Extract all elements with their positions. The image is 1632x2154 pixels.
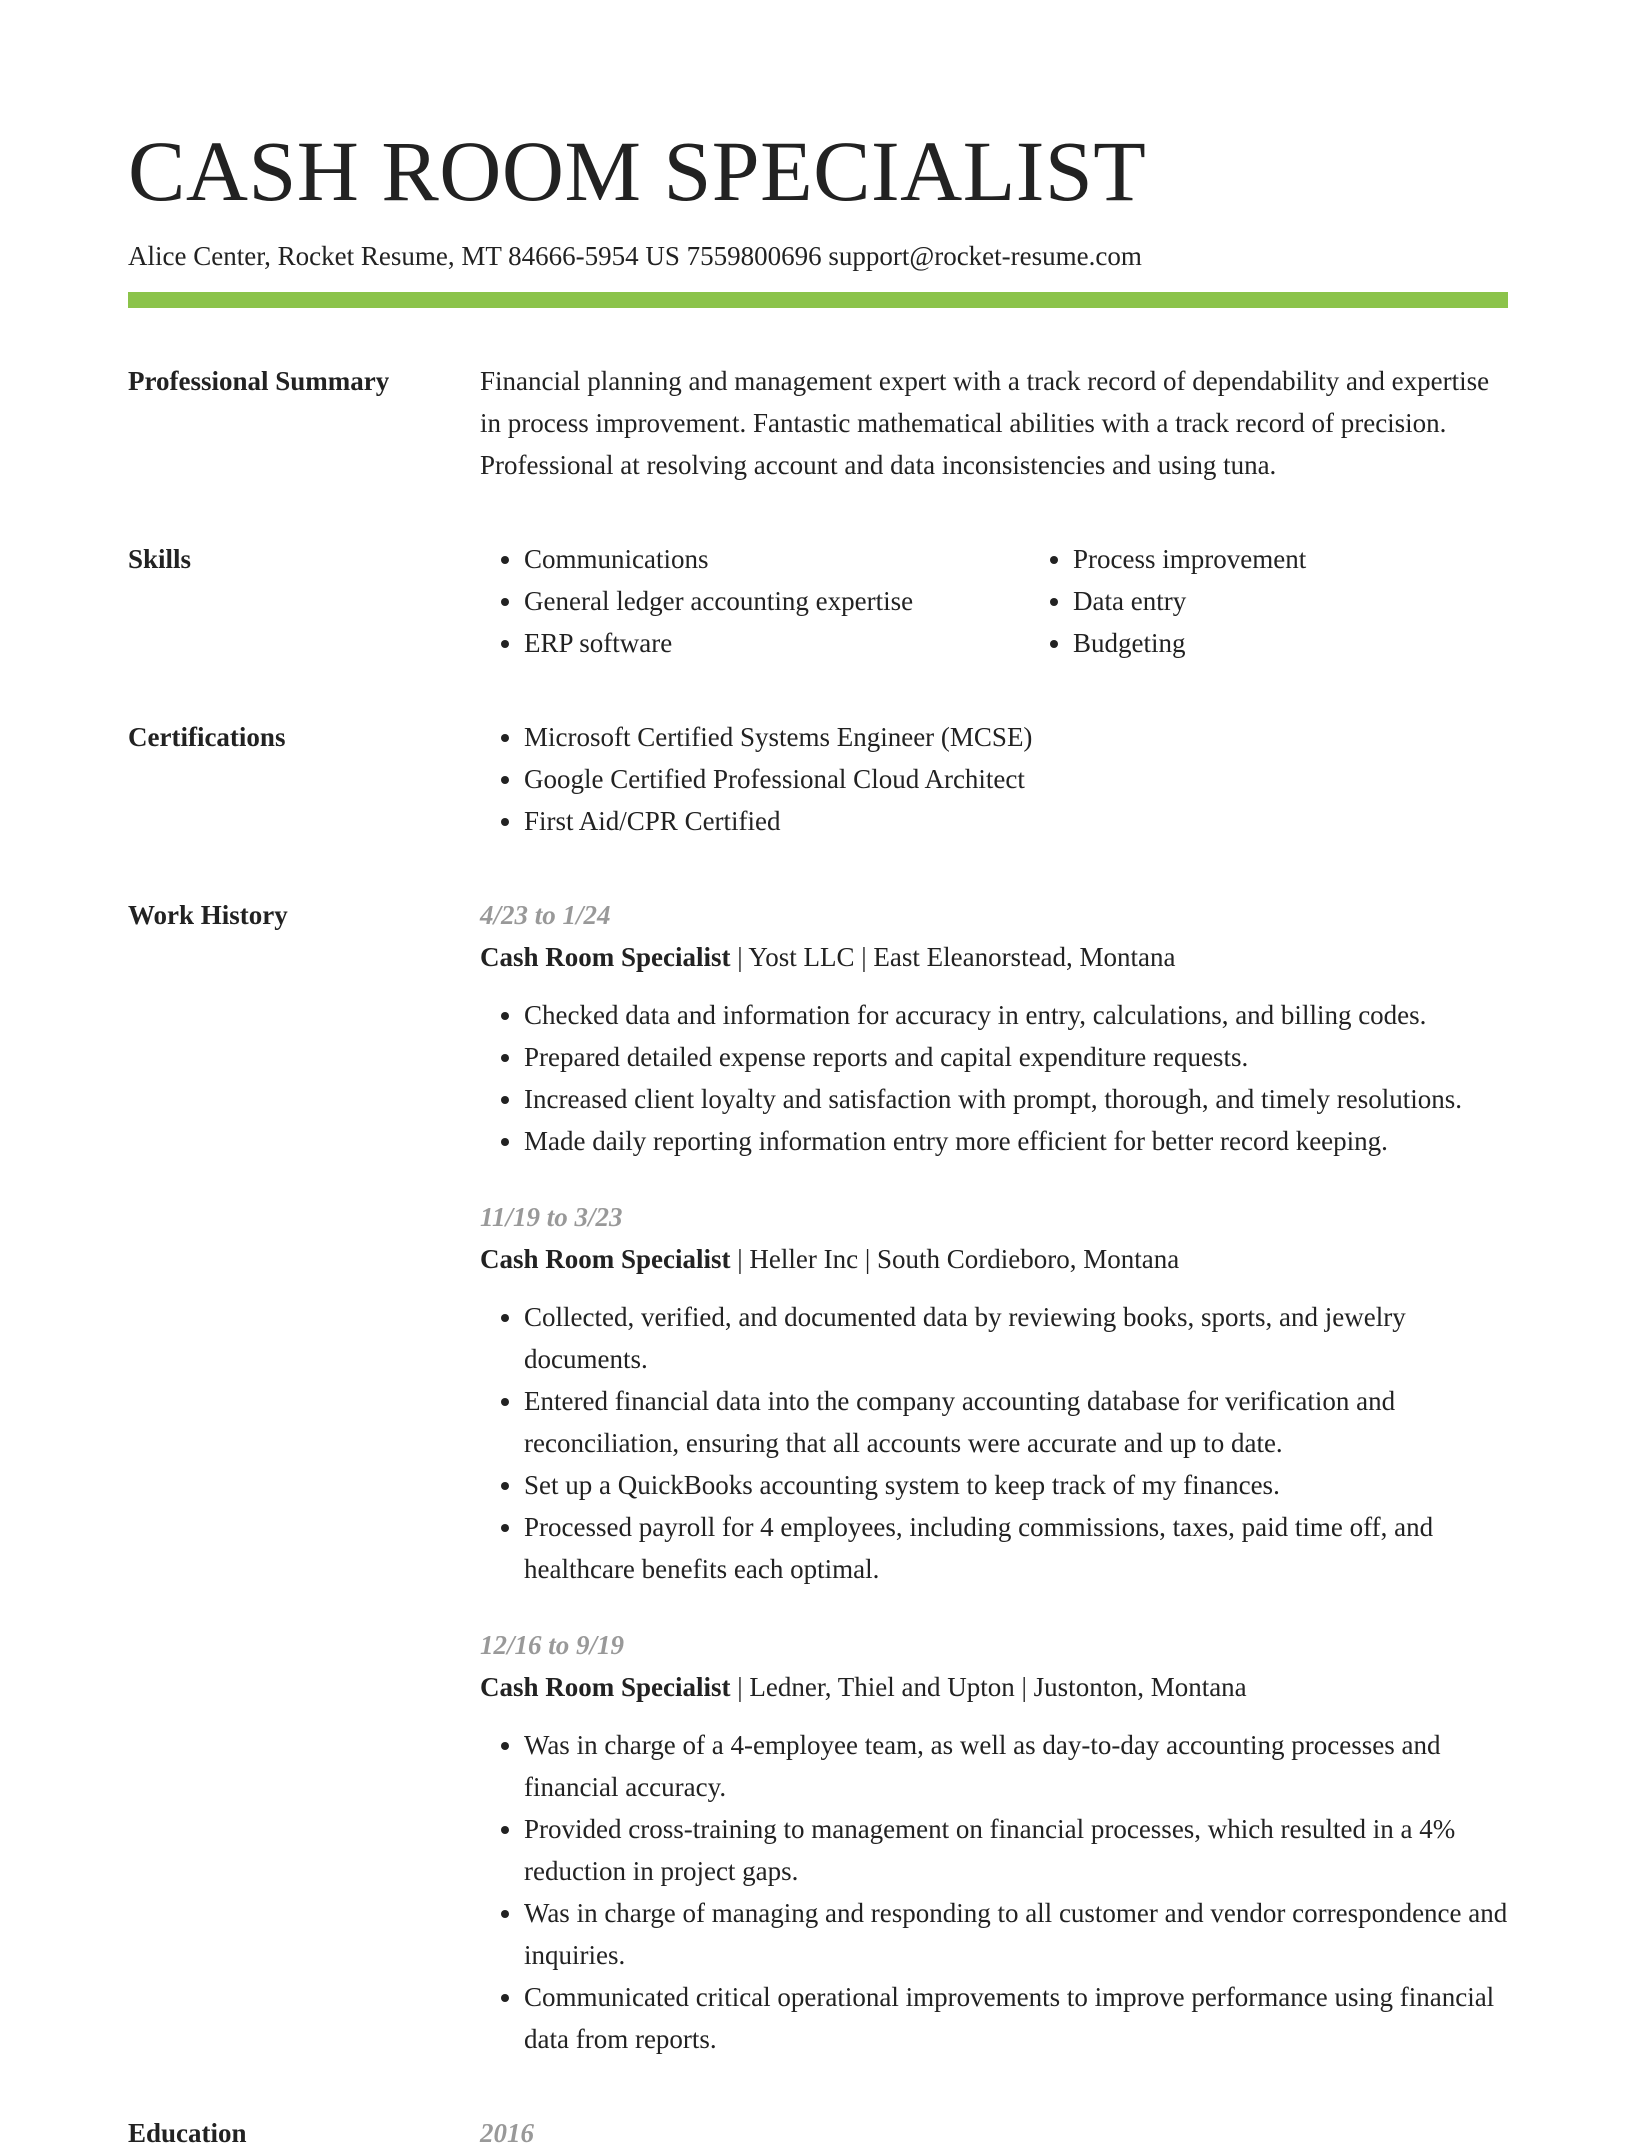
education-heading: Education bbox=[128, 2118, 247, 2149]
job-bullet: • Entered financial data into the company accounting database for verification and reconciliation, ensuring that all accounts were accurate and up to date. bbox=[524, 1380, 1508, 1464]
work-history-heading: Work History bbox=[128, 900, 288, 931]
summary-heading: Professional Summary bbox=[128, 366, 390, 397]
job-title: Cash Room Specialist bbox=[480, 1672, 731, 1703]
accent-divider bbox=[128, 292, 1508, 308]
skills-list-left bbox=[480, 538, 1029, 664]
contact-line: Alice Center, Rocket Resume, MT 84666-5954 US 7559800696 support@rocket-resume.com bbox=[128, 241, 1142, 271]
job-title: Cash Room Specialist bbox=[480, 1244, 731, 1275]
skills-grid bbox=[480, 538, 1508, 664]
job-entry bbox=[480, 1624, 1508, 2060]
certification-item: • Google Certified Professional Cloud Architect bbox=[524, 758, 1508, 800]
skill-item: • Communications bbox=[524, 538, 1029, 580]
skill-item: • Data entry bbox=[1073, 580, 1306, 622]
job-details: | Ledner, Thiel and Upton | Justonton, Montana bbox=[730, 1672, 1247, 1703]
job-entry bbox=[480, 1196, 1508, 1590]
skills-list-right bbox=[1029, 538, 1306, 664]
job-bullet: • Was in charge of a 4-employee team, as well as day-to-day accounting processes and financial accuracy. bbox=[524, 1724, 1508, 1808]
certifications-list bbox=[480, 716, 1508, 842]
job-bullets bbox=[480, 994, 1508, 1162]
job-bullet: • Set up a QuickBooks accounting system to keep track of my finances. bbox=[524, 1464, 1508, 1506]
summary-text: Financial planning and management expert with a track record of dependability and expertise in process improvement. Fantastic mathematical abilities with a track record of precision. Professional at resolving account and data inconsistencies and using tuna. bbox=[480, 366, 1490, 481]
certification-item: • Microsoft Certified Systems Engineer (MCSE) bbox=[524, 716, 1508, 758]
job-details: | Heller Inc | South Cordieboro, Montana bbox=[730, 1244, 1180, 1275]
certifications-section bbox=[128, 716, 1508, 842]
job-bullet: • Collected, verified, and documented data by reviewing books, sports, and jewelry documents. bbox=[524, 1296, 1508, 1380]
job-heading bbox=[480, 1238, 1508, 1280]
work-history-section bbox=[128, 894, 1508, 2060]
job-bullet: • Communicated critical operational improvements to improve performance using financial data from reports. bbox=[524, 1976, 1508, 2060]
job-dates: 11/19 to 3/23 bbox=[480, 1202, 623, 1233]
resume-title: CASH ROOM SPECIALIST bbox=[128, 123, 1147, 219]
job-bullet: • Processed payroll for 4 employees, including commissions, taxes, paid time off, and healthcare benefits each optimal. bbox=[524, 1506, 1508, 1590]
education-section bbox=[128, 2112, 1508, 2154]
job-bullet: • Made daily reporting information entry more efficient for better record keeping. bbox=[524, 1120, 1508, 1162]
job-dates: 4/23 to 1/24 bbox=[480, 900, 611, 931]
job-bullet: • Checked data and information for accuracy in entry, calculations, and billing codes. bbox=[524, 994, 1508, 1036]
skill-item: • General ledger accounting expertise bbox=[524, 580, 1029, 622]
job-bullet: • Increased client loyalty and satisfaction with prompt, thorough, and timely resolutions. bbox=[524, 1078, 1508, 1120]
job-bullet: • Prepared detailed expense reports and capital expenditure requests. bbox=[524, 1036, 1508, 1078]
summary-section bbox=[128, 360, 1508, 486]
job-title: Cash Room Specialist bbox=[480, 942, 731, 973]
job-bullet: • Provided cross-training to management on financial processes, which resulted in a 4% reduction in project gaps. bbox=[524, 1808, 1508, 1892]
job-heading bbox=[480, 1666, 1508, 1708]
job-details: | Yost LLC | East Eleanorstead, Montana bbox=[730, 942, 1176, 973]
skills-section bbox=[128, 538, 1508, 664]
certifications-heading: Certifications bbox=[128, 722, 286, 753]
job-bullet: • Was in charge of managing and responding to all customer and vendor correspondence and inquiries. bbox=[524, 1892, 1508, 1976]
certification-item: • First Aid/CPR Certified bbox=[524, 800, 1508, 842]
job-entry bbox=[480, 894, 1508, 1162]
skill-item: • Process improvement bbox=[1073, 538, 1306, 580]
job-dates: 12/16 to 9/19 bbox=[480, 1630, 625, 1661]
skill-item: • Budgeting bbox=[1073, 622, 1306, 664]
skill-item: • ERP software bbox=[524, 622, 1029, 664]
skills-heading: Skills bbox=[128, 544, 192, 575]
job-bullets bbox=[480, 1296, 1508, 1590]
job-heading bbox=[480, 936, 1508, 978]
education-year: 2016 bbox=[480, 2118, 534, 2149]
job-bullets bbox=[480, 1724, 1508, 2060]
